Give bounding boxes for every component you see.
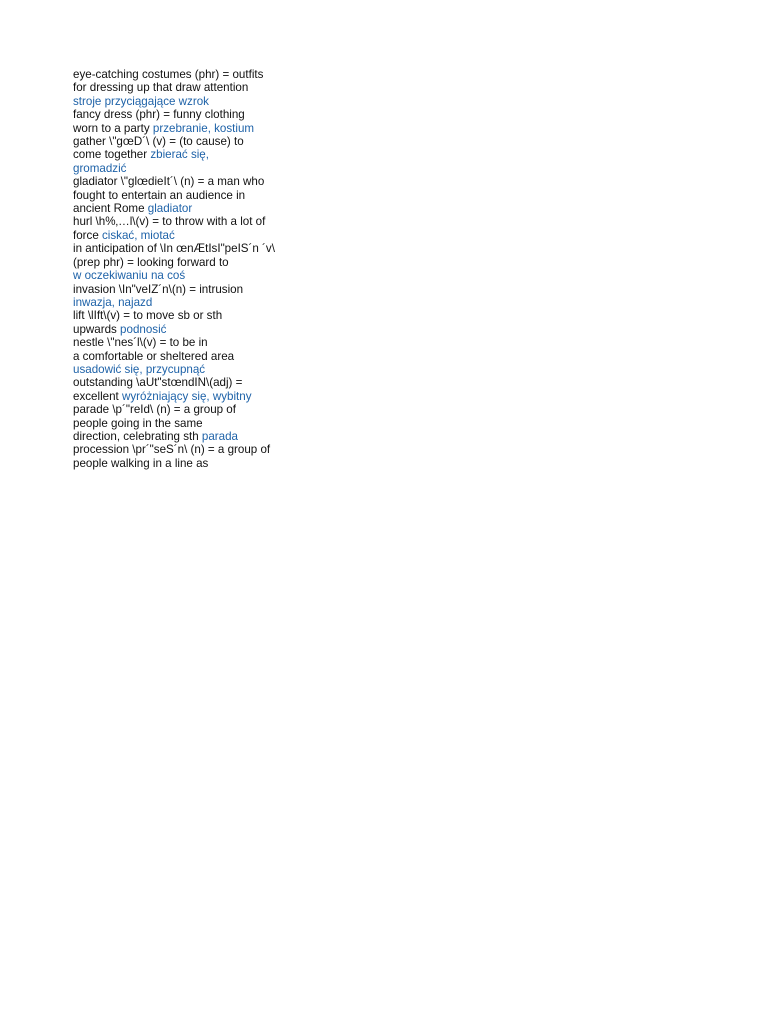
- entry-line: [73, 175, 303, 188]
- entry-line: [73, 457, 303, 470]
- english-definition-text: force: [73, 228, 102, 242]
- english-definition-text: hurl \h%‚…l\(v) = to throw with a lot of: [73, 215, 266, 229]
- english-definition-text: parade \p´"reId\ (n) = a group of: [73, 403, 236, 417]
- english-definition-text: people going in the same: [73, 416, 203, 430]
- glossary-entry: [73, 135, 303, 175]
- polish-translation-text: podnosić: [120, 322, 167, 336]
- entry-line: [73, 430, 303, 443]
- english-definition-text: worn to a party: [73, 121, 153, 135]
- english-definition-text: excellent: [73, 389, 122, 403]
- english-definition-text: upwards: [73, 322, 121, 336]
- english-definition-text: eye-catching costumes (phr) = outfits: [73, 68, 264, 81]
- entry-line: [73, 202, 303, 215]
- english-definition-text: gladiator \"glœdieIt´\ (n) = a man who: [73, 175, 265, 189]
- english-definition-text: outstanding \aUt"stœndIN\(adj) =: [73, 376, 243, 390]
- glossary-entry: [73, 336, 303, 376]
- glossary-entry: [73, 309, 303, 336]
- entry-line: [73, 443, 303, 456]
- english-definition-text: a comfortable or sheltered area: [73, 349, 235, 363]
- english-definition-text: gather \"gœD´\ (v) = (to cause) to: [73, 135, 244, 149]
- english-definition-text: (prep phr) = looking forward to: [73, 255, 229, 269]
- glossary-entry: [73, 242, 303, 282]
- english-definition-text: ancient Rome: [73, 202, 148, 216]
- entry-line: [73, 323, 303, 336]
- english-definition-text: direction, celebrating sth: [73, 429, 202, 443]
- polish-translation-text: gladiator: [147, 202, 193, 216]
- entry-line: [73, 148, 303, 161]
- english-definition-text: for dressing up that draw attention: [73, 81, 249, 95]
- glossary-entry: [73, 443, 303, 470]
- polish-translation-text: gromadzić: [73, 161, 127, 175]
- glossary-entry: [73, 403, 303, 443]
- entry-line: [73, 135, 303, 148]
- english-definition-text: fought to entertain an audience in: [73, 188, 246, 202]
- entry-line: [73, 269, 303, 282]
- english-definition-text: procession \pr´"seS´n\ (n) = a group of: [73, 443, 271, 457]
- entry-line: [73, 108, 303, 121]
- glossary-entry: [73, 68, 303, 108]
- glossary-entry: [73, 283, 303, 310]
- entry-line: [73, 81, 303, 94]
- polish-translation-text: stroje przyciągające wzrok: [73, 94, 209, 108]
- english-definition-text: fancy dress (phr) = funny clothing: [73, 108, 245, 122]
- entry-line: [73, 162, 303, 175]
- entry-line: [73, 95, 303, 108]
- entry-line: [73, 68, 303, 81]
- entry-line: [73, 256, 303, 269]
- entry-line: [73, 122, 303, 135]
- entry-line: [73, 363, 303, 376]
- entry-line: [73, 296, 303, 309]
- glossary-entry: [73, 376, 303, 403]
- polish-translation-text: ciskać, miotać: [102, 228, 175, 242]
- polish-translation-text: wyróżniający się, wybitny: [121, 389, 252, 403]
- entry-line: [73, 189, 303, 202]
- english-definition-text: invasion \In"veIZ´n\(n) = intrusion: [73, 282, 244, 296]
- english-definition-text: in anticipation of \In œnÆtIsI"peIS´n ´v\: [73, 242, 275, 256]
- entry-line: [73, 376, 303, 389]
- entry-line: [73, 390, 303, 403]
- entry-line: [73, 336, 303, 349]
- english-definition-text: people walking in a line as: [73, 456, 209, 470]
- polish-translation-text: w oczekiwaniu na coś: [73, 269, 186, 283]
- entry-line: [73, 283, 303, 296]
- english-definition-text: nestle \"nes´l\(v) = to be in: [73, 336, 208, 350]
- polish-translation-text: inwazja, najazd: [73, 295, 153, 309]
- polish-translation-text: przebranie, kostium: [152, 121, 255, 135]
- polish-translation-text: usadowić się, przycupnąć: [73, 362, 206, 376]
- entry-line: [73, 242, 303, 255]
- entry-line: [73, 309, 303, 322]
- polish-translation-text: zbierać się,: [150, 148, 209, 162]
- entry-line: [73, 403, 303, 416]
- entry-line: [73, 229, 303, 242]
- vocabulary-glossary: [73, 68, 303, 470]
- glossary-entry: [73, 175, 303, 215]
- english-definition-text: come together: [73, 148, 151, 162]
- entry-line: [73, 350, 303, 363]
- glossary-entry: [73, 108, 303, 135]
- entry-line: [73, 417, 303, 430]
- entry-line: [73, 215, 303, 228]
- glossary-entry: [73, 215, 303, 242]
- english-definition-text: lift \lIft\(v) = to move sb or sth: [73, 309, 223, 323]
- polish-translation-text: parada: [201, 429, 238, 443]
